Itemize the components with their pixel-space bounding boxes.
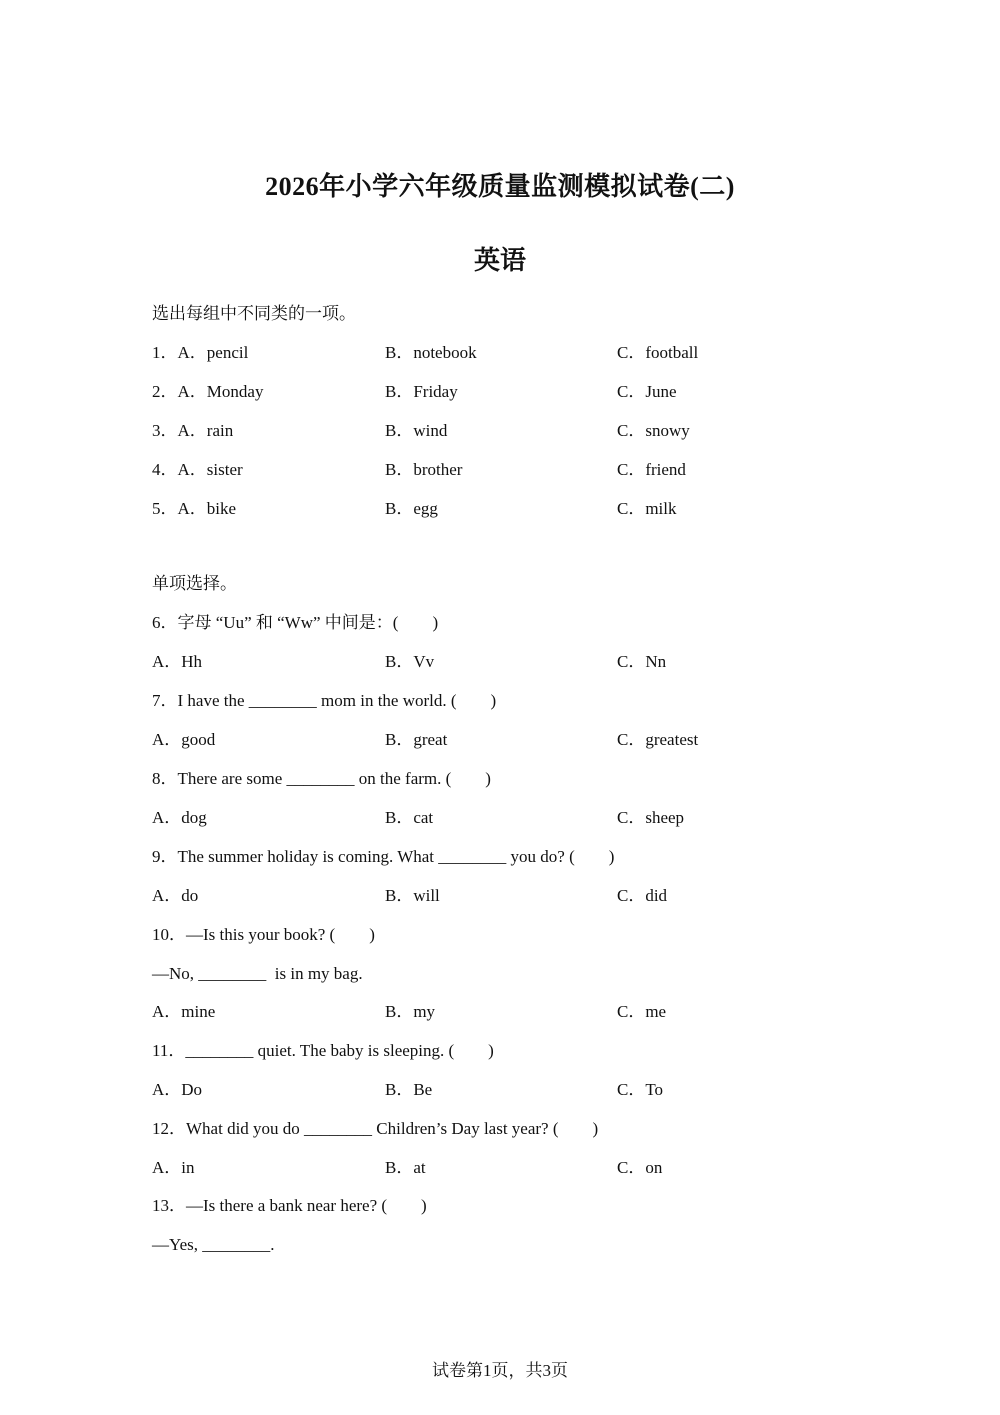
q9-text: 9．The summer holiday is coming. What ________ you do? ( )	[152, 847, 615, 866]
q2-option-a: 2．A．Monday	[152, 382, 264, 401]
q2-option-c: C．June	[617, 382, 677, 401]
q8-option-c: C．sheep	[617, 808, 685, 827]
q13-text: 13．—Is there a bank near here? ( )	[152, 1196, 427, 1215]
q10-text: 10．—Is this your book? ( )	[152, 925, 375, 944]
q7-option-c: C．greatest	[617, 730, 699, 749]
q8-text: 8．There are some ________ on the farm. ( )	[152, 769, 491, 788]
q3-option-a: 3．A．rain	[152, 421, 234, 440]
q8-option-a: A．dog	[152, 808, 207, 827]
q4-option-b: B．brother	[385, 460, 463, 479]
q10-option-a: A．mine	[152, 1002, 216, 1021]
q7-option-b: B．great	[385, 730, 448, 749]
q9-option-a: A．do	[152, 886, 199, 905]
q5-option-c: C．milk	[617, 499, 677, 518]
q1-option-a: 1．A．pencil	[152, 343, 249, 362]
q3-option-b: B．wind	[385, 421, 448, 440]
q12-option-b: B．at	[385, 1158, 426, 1177]
q11-option-c: C．To	[617, 1080, 664, 1099]
q6-text: 6．字母 “Uu” 和 “Ww” 中间是：( )	[152, 613, 439, 632]
q5-option-b: B．egg	[385, 499, 438, 518]
q1-option-c: C．football	[617, 343, 699, 362]
q6-option-c: C．Nn	[617, 652, 667, 671]
q10-option-c: C．me	[617, 1002, 667, 1021]
q9-option-b: B．will	[385, 886, 440, 905]
q11-option-a: A．Do	[152, 1080, 203, 1099]
q11-text: 11．________ quiet. The baby is sleeping. ( )	[152, 1041, 494, 1060]
q12-option-a: A．in	[152, 1158, 195, 1177]
q9-option-c: C．did	[617, 886, 668, 905]
q8-option-b: B．cat	[385, 808, 434, 827]
q11-option-b: B．Be	[385, 1080, 433, 1099]
q3-option-c: C．snowy	[617, 421, 690, 440]
q10-option-b: B．my	[385, 1002, 436, 1021]
q12-option-c: C．on	[617, 1158, 663, 1177]
q7-text: 7．I have the ________ mom in the world. ( )	[152, 691, 497, 710]
q1-option-b: B．notebook	[385, 343, 477, 362]
q10-text-line2: —No, ________ is in my bag.	[152, 964, 363, 983]
q4-option-c: C．friend	[617, 460, 686, 479]
q6-option-b: B．Vv	[385, 652, 435, 671]
q2-option-b: B．Friday	[385, 382, 458, 401]
q7-option-a: A．good	[152, 730, 216, 749]
q6-option-a: A．Hh	[152, 652, 203, 671]
q4-option-a: 4．A．sister	[152, 460, 243, 479]
q13-text-line2: —Yes, ________.	[152, 1235, 275, 1254]
section1-heading: 选出每组中不同类的一项。	[152, 304, 356, 323]
exam-title: 2026年小学六年级质量监测模拟试卷(二)	[265, 172, 735, 201]
q5-option-a: 5．A．bike	[152, 499, 237, 518]
section2-heading: 单项选择。	[152, 574, 237, 593]
page-footer: 试卷第1页，共3页	[432, 1361, 568, 1380]
subject-title: 英语	[473, 246, 526, 275]
q12-text: 12．What did you do ________ Children’s Day last year? ( )	[152, 1119, 599, 1138]
